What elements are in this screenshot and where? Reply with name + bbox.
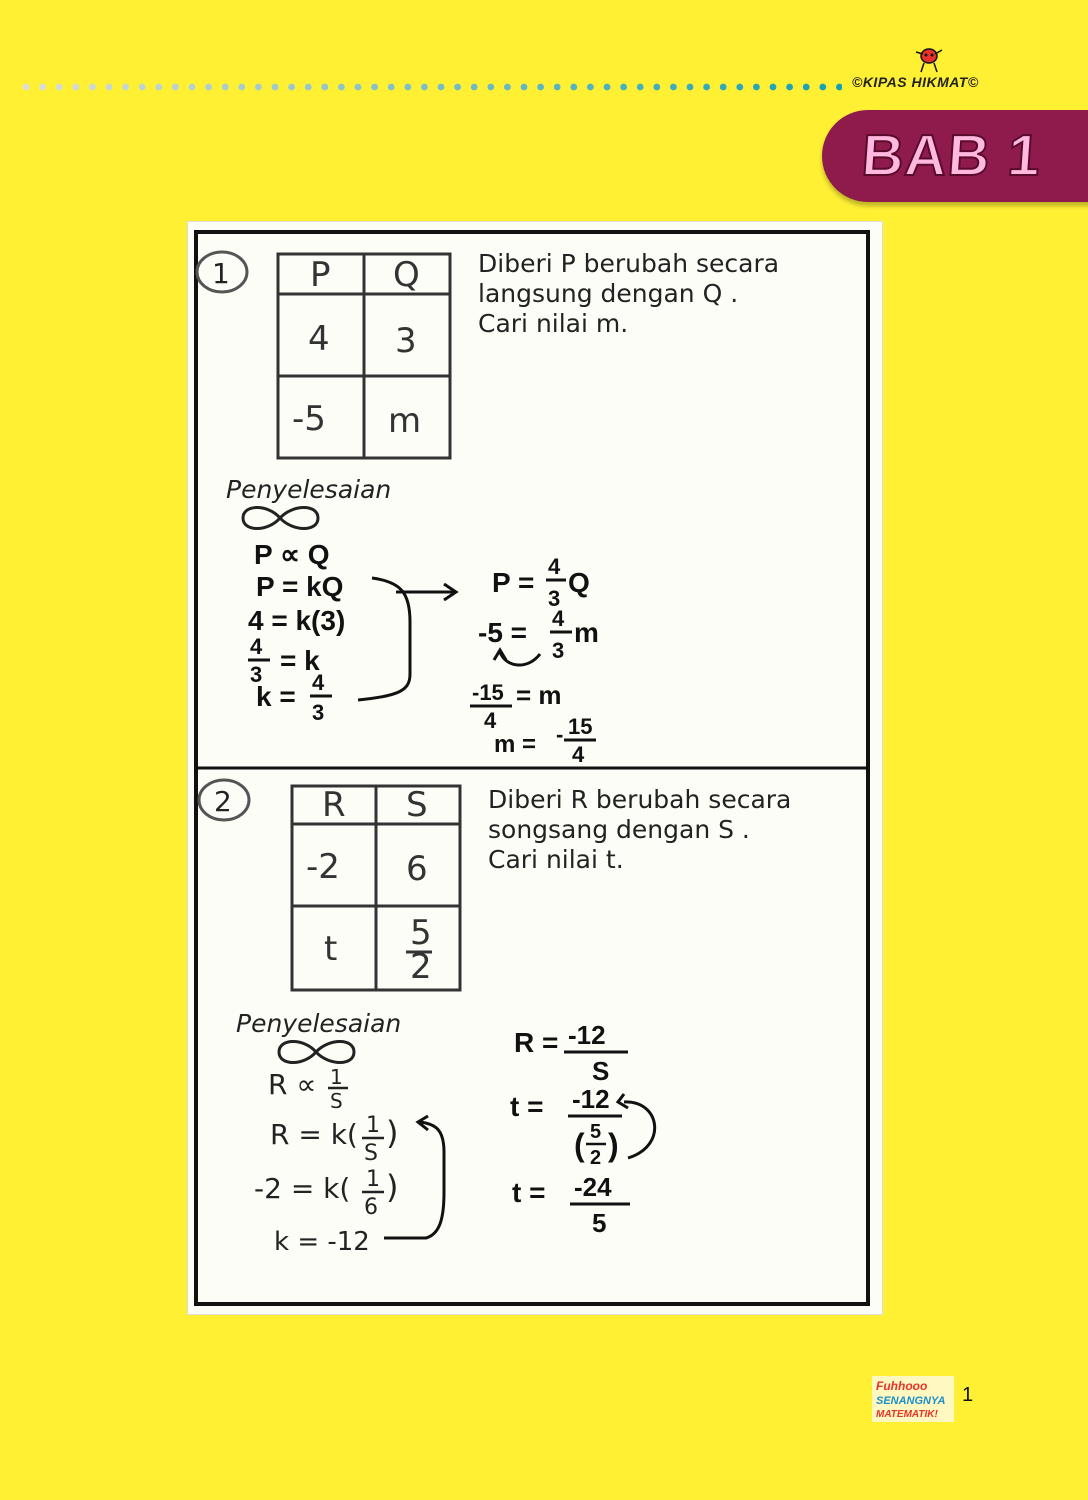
problem-number: 2 xyxy=(214,785,232,818)
page-number: 1 xyxy=(962,1384,974,1406)
rule-dot xyxy=(321,84,328,91)
fraction-numerator: 1 xyxy=(366,1167,380,1192)
table-cell: m xyxy=(388,401,422,441)
table-cell: t xyxy=(324,929,338,969)
fraction-numerator: 5 xyxy=(590,1121,602,1143)
rule-dot xyxy=(39,84,46,91)
fraction-numerator: 1 xyxy=(366,1113,380,1138)
rule-dot xyxy=(338,84,345,91)
rule-dot xyxy=(537,84,544,91)
rule-dot xyxy=(687,84,694,91)
fraction-denominator: 3 xyxy=(548,586,561,611)
solution-step: P ∝ Q xyxy=(254,539,330,570)
fraction-denominator: 2 xyxy=(590,1147,602,1169)
problem-statement: Diberi R berubah secara xyxy=(488,785,792,814)
solution-step: -5 = xyxy=(478,617,528,648)
rule-dot xyxy=(819,84,826,91)
problem-statement: Cari nilai m. xyxy=(478,309,629,338)
rule-dot xyxy=(222,84,229,91)
pq-table xyxy=(278,254,450,458)
rule-dot xyxy=(637,84,644,91)
series-logo xyxy=(872,1376,954,1422)
solution-step: P = xyxy=(492,567,535,598)
rule-dot xyxy=(487,84,494,91)
svg-text:SENANGNYA: SENANGNYA xyxy=(876,1395,946,1407)
rule-dot xyxy=(703,84,710,91)
table-header: Q xyxy=(393,255,420,295)
solution-step: k = -12 xyxy=(274,1227,370,1257)
rule-dot xyxy=(23,84,30,91)
solution-step: R = xyxy=(514,1027,559,1058)
fraction-numerator: 4 xyxy=(552,606,565,631)
rule-dot xyxy=(288,84,295,91)
rule-dot xyxy=(106,84,113,91)
fraction-denominator: 3 xyxy=(250,662,263,687)
fraction-denominator: 3 xyxy=(312,700,325,725)
table-cell: -5 xyxy=(292,399,326,439)
solution-step: 4 = k(3) xyxy=(248,605,346,636)
fraction-denominator: 5 xyxy=(592,1208,607,1238)
table-cell: -2 xyxy=(306,847,340,887)
solution-step: m xyxy=(574,617,599,648)
solution-step: R = k( xyxy=(270,1118,358,1151)
table-cell: 3 xyxy=(395,321,417,361)
paren: ) xyxy=(386,1114,399,1152)
fraction-denominator: S xyxy=(364,1141,378,1166)
rule-dot xyxy=(521,84,528,91)
problem-statement: langsung dengan Q . xyxy=(478,279,739,308)
problem-2 xyxy=(199,780,791,1257)
rule-dot xyxy=(803,84,810,91)
table-header: P xyxy=(310,255,331,295)
fraction-numerator: -24 xyxy=(574,1172,612,1202)
rule-dot xyxy=(255,84,262,91)
rule-dot xyxy=(604,84,611,91)
solution-step: = k xyxy=(280,645,320,676)
table-cell-numerator: 5 xyxy=(410,913,432,953)
worksheet-paper xyxy=(188,222,882,1314)
rule-dot xyxy=(587,84,594,91)
fraction-denominator: 6 xyxy=(364,1195,378,1220)
fraction-numerator: 4 xyxy=(250,634,263,659)
flourish-decoration xyxy=(279,1042,354,1063)
rule-dot xyxy=(139,84,146,91)
chapter-tab-label: BAB 1 xyxy=(859,123,1044,188)
rule-dot xyxy=(305,84,312,91)
fraction-numerator: -12 xyxy=(568,1020,606,1050)
fraction-numerator: -12 xyxy=(572,1084,610,1114)
rule-dot xyxy=(438,84,445,91)
rule-dot xyxy=(454,84,461,91)
rule-dot xyxy=(620,84,627,91)
table-cell-denominator: 2 xyxy=(410,947,432,987)
fraction-denominator: S xyxy=(592,1056,610,1086)
solution-step: P = kQ xyxy=(256,571,344,602)
rule-dot xyxy=(471,84,478,91)
swap-arrow xyxy=(494,650,540,665)
problem-statement: songsang dengan S . xyxy=(488,815,750,844)
fraction-numerator: 1 xyxy=(330,1065,343,1089)
fraction-sign: - xyxy=(556,722,564,747)
paren: ) xyxy=(386,1168,399,1206)
fraction-denominator: 3 xyxy=(552,638,565,663)
rule-dot xyxy=(56,84,63,91)
table-cell: 4 xyxy=(308,319,330,359)
fraction-numerator: 15 xyxy=(568,714,593,739)
rule-dot xyxy=(753,84,760,91)
swap-arrow xyxy=(618,1094,655,1158)
fraction-denominator: 4 xyxy=(484,708,497,733)
rule-dot xyxy=(404,84,411,91)
solution-step: m = xyxy=(494,731,537,758)
paren: ( xyxy=(574,1127,585,1163)
problem-1 xyxy=(197,249,779,767)
fraction-numerator: -15 xyxy=(472,680,504,705)
fraction-numerator: 4 xyxy=(548,554,561,579)
mascot-icon xyxy=(912,44,946,74)
rule-dot xyxy=(786,84,793,91)
fraction-denominator: S xyxy=(330,1089,343,1113)
paren: ) xyxy=(608,1127,619,1163)
rule-dot xyxy=(355,84,362,91)
rule-dot xyxy=(504,84,511,91)
flourish-decoration xyxy=(243,508,318,529)
rule-dot xyxy=(371,84,378,91)
rule-dot xyxy=(238,84,245,91)
rule-dot xyxy=(205,84,212,91)
rule-dot xyxy=(155,84,162,91)
rs-table xyxy=(292,785,460,990)
rule-dot xyxy=(736,84,743,91)
solution-step: -2 = k( xyxy=(254,1172,351,1205)
solution-step: Q xyxy=(568,567,590,598)
bracket-connector xyxy=(358,578,410,700)
solution-label: Penyelesaian xyxy=(226,475,392,504)
fraction-numerator: 4 xyxy=(312,670,325,695)
rule-dot xyxy=(89,84,96,91)
fraction-denominator: 4 xyxy=(572,742,585,767)
solution-step: = m xyxy=(516,680,562,710)
rule-dot xyxy=(836,84,842,91)
rule-dot xyxy=(72,84,79,91)
rule-dot xyxy=(388,84,395,91)
publisher-brand: ©KIPAS HIKMAT© xyxy=(852,74,979,90)
rule-dot xyxy=(670,84,677,91)
solution-step: t = xyxy=(512,1177,546,1208)
problem-number: 1 xyxy=(212,257,230,290)
solution-label: Penyelesaian xyxy=(236,1009,402,1038)
rule-dot xyxy=(570,84,577,91)
worksheet-canvas xyxy=(188,222,882,1314)
table-header: S xyxy=(406,785,428,825)
svg-text:Fuhhooo: Fuhhooo xyxy=(876,1379,928,1393)
problem-statement: Diberi P berubah secara xyxy=(478,249,780,278)
rule-dot xyxy=(653,84,660,91)
rule-dot xyxy=(770,84,777,91)
rule-dot xyxy=(122,84,129,91)
dotted-rule xyxy=(22,82,842,92)
rule-dot xyxy=(189,84,196,91)
solution-step: t = xyxy=(510,1091,544,1122)
table-cell: 6 xyxy=(406,849,428,889)
solution-step: k = xyxy=(256,681,296,712)
problem-statement: Cari nilai t. xyxy=(488,845,624,874)
table-header: R xyxy=(322,785,346,825)
rule-dot xyxy=(421,84,428,91)
svg-text:MATEMATIK!: MATEMATIK! xyxy=(876,1409,938,1420)
rule-dot xyxy=(720,84,727,91)
solution-step: R ∝ xyxy=(268,1068,317,1101)
rule-dot xyxy=(172,84,179,91)
rule-dot xyxy=(272,84,279,91)
rule-dot xyxy=(554,84,561,91)
